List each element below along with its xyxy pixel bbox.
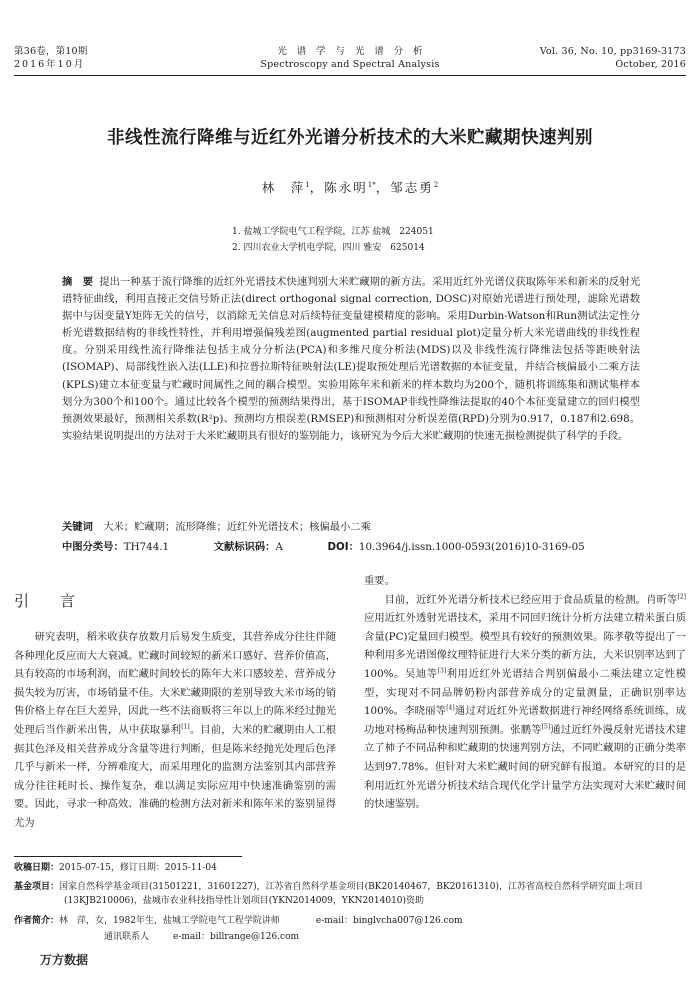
- citation: [3]: [437, 667, 447, 675]
- journal-date-cn: 2016年10月: [14, 59, 86, 70]
- affiliation: 2. 四川农业大学机电学院，四川 雅安 625014: [232, 243, 425, 253]
- author-affil-mark: 1: [305, 180, 310, 189]
- footnote-received: [14, 861, 686, 875]
- doi-label: DOI：: [327, 541, 359, 553]
- author-email[interactable]: e-mail：binglvcha007@126.com: [315, 916, 463, 926]
- abstract: [62, 274, 640, 445]
- keywords-label: 关键词: [62, 521, 93, 533]
- intro-left-column: [14, 628, 336, 833]
- citation: [4]: [446, 704, 455, 712]
- author-name: 陈永明: [324, 180, 368, 195]
- clc-label: 中图分类号：: [62, 541, 124, 553]
- intro-text: 目前，近红外光谱分析技术已经应用于食品质量的检测。肖昕等: [384, 593, 678, 606]
- received-label: 收稿日期：: [14, 863, 60, 873]
- author-bio-label: 作者简介：: [14, 916, 60, 926]
- wanfang-watermark: 万方数据: [40, 953, 89, 967]
- intro-text: 。目前，大米的贮藏期由人工根据其色泽及相关营养成分含量等进行判断，但是陈米经抛光处理后色泽几乎与新米一样，分辨难度大，而采用理化的监测方法鉴别其内部营养成分往往耗时长、操作复杂，难以满足实际应用中快速准确鉴别的需要。因此，寻求一种高效、准确的检测方法对新米和陈年米的鉴别显得尤为: [14, 723, 337, 829]
- author-list: 林 萍$^1$，陈永明$^{1*}$，邹志勇$^2$: [261, 180, 439, 195]
- keywords: [62, 518, 371, 533]
- author-affil-mark: 1*: [367, 180, 376, 189]
- author-bio-value: 林 萍，女，1982年生，盐城工学院电气工程学院讲师: [59, 916, 280, 926]
- intro-text: 研究表明，稻米收获存放数月后易发生质变，其营养成分往往伴随各种理化反应而大大衰减。贮藏时间较短的新米口感好、营养价值高，具有较高的市场利润，而贮藏时间较长的陈年大米口感较差、营养成分损失较为厉害，市场销量不佳。大米贮藏期限的差别导致大米市场的销售价格上存在巨大差异，因此一些不法商贩将三年以上的陈米经过抛光处理后当作新米出售，从中获取暴利: [14, 631, 336, 736]
- header-rule: [14, 75, 686, 76]
- intro-text: 应用近红外透射光谱技术，采用不同回归统计分析方法建立精米蛋白质含量(PC)定量回归模型。模型具有较好的预测效果。陈孝敬等提出了一种利用多光谱图像纹理特征进行大米分类的新方法，大米识别率达到了100%。吴迪等: [364, 612, 686, 680]
- classification-line: [62, 538, 585, 553]
- keywords-text: 大米；贮藏期；流形降维；近红外光谱技术；核偏最小二乘: [103, 521, 371, 533]
- intro-paragraph: 重要。: [364, 575, 395, 587]
- paper-title: 非线性流行降维与近红外光谱分析技术的大米贮藏期快速判别: [107, 128, 593, 148]
- footnote-corresponding: [104, 930, 299, 944]
- doc-code-value: A: [275, 541, 283, 553]
- intro-text: 通过近红外漫反射光谱技术建立了柿子不同品种和贮藏期的快速判别方法，不同贮藏期的正确分类率达到97.78%。但针对大米贮藏时间的研究鲜有报道。本研究的目的是利用近红外光谱分析技术结合现代化学计量学方法实现对大米贮藏时间的快速鉴别。: [364, 723, 687, 811]
- citation: [5]: [541, 723, 551, 731]
- intro-text: 利用近红外光谱结合判别偏最小二乘法建立定性模型，实现对不同品牌奶粉内部营养成分的定量测量，正确识别率达100%。李晓丽等: [364, 667, 687, 718]
- footnote-author: [14, 914, 686, 928]
- affiliation: 1. 盐城工学院电气工程学院，江苏 盐城 224051: [232, 227, 434, 237]
- abstract-text: 提出一种基于流行降维的近红外光谱技术快速判别大米贮藏期的新方法。采用近红外光谱仪获取陈年米和新米的反射光谱特征曲线，利用直接正交信号矫正法(direct orthogonal signal correction, DOSC)对原始光谱进行预处理，滤除光谱数据中与因变量Y矩阵无关的信号，以消除无关信息对后续特征变量建模精度的影响。采用Durbin-Watson和Run测试法定性分析光谱数据结构的非线性特性，并利用增强偏残差图(augmented partial residual plot)定量分析大米光谱曲线的非线性程度。分别采用线性流行降维法包括主成分分析法(PCA)和多维尺度分析法(MDS)以及非线性流行降维法包括等距映射法(ISOMAP)、局部线性嵌入法(LLE)和拉普拉斯特征映射法(LE)提取预处理后光谱数据的本征变量，并结合核偏最小二乘方法(KPLS)建立本征变量与贮藏时间属性之间的耦合模型。实验用陈年米和新米的样本数均为200个，随机将训练集和测试集样本划分为300个和100个。通过比较各个模型的预测结果得出，基于ISOMAP非线性降维法提取的40个本征变量建立的回归模型预测效果最好，预测相关系数(R²p)、预测均方根误差(RMSEP)和预测相对分析误差值(RPD)分别为0.917，0.187和2.698。实验结果说明提出的方法对于大米贮藏期具有很好的鉴别能力，该研究为今后大米贮藏期的快速无损检测提供了科学的手段。: [62, 276, 641, 442]
- clc-value: TH744.1: [123, 541, 170, 553]
- citation: [2]: [677, 593, 686, 601]
- abstract-label: 摘 要: [62, 276, 94, 288]
- author-affil-mark: 2: [433, 180, 439, 189]
- journal-volume-en: Vol. 36, No. 10, pp3169-3173: [539, 46, 686, 57]
- doi-value: 10.3964/j.issn.1000-0593(2016)10-3169-05: [358, 541, 585, 553]
- section-title-introduction: 引 言: [14, 592, 84, 610]
- intro-right-column: [364, 572, 686, 814]
- footnote-fund: [14, 880, 686, 908]
- citation: [1]: [181, 723, 190, 731]
- intro-text: 通过对近红外光谱数据进行神经网络系统训练，成功地对杨梅品种快速判别预测。张鹏等: [364, 705, 687, 736]
- journal-volume-issue: 第36卷，第10期: [14, 46, 88, 57]
- author-name: 林 萍: [261, 180, 306, 195]
- journal-name-en: Spectroscopy and Spectral Analysis: [260, 59, 440, 70]
- corresponding-label: 通讯联系人: [104, 932, 150, 942]
- journal-name-cn: 光 谱 学 与 光 谱 分 析: [277, 46, 423, 57]
- fund-label: 基金项目：: [14, 882, 60, 892]
- footnote-rule: [14, 856, 242, 857]
- intro-paragraph: [14, 628, 336, 833]
- intro-paragraph: [364, 591, 686, 814]
- fund-value: 国家自然科学基金项目(31501221，31601227)，江苏省自然科学基金项目(BK20140467，BK20161310)，江苏省高校自然科学研究面上项目(13KJB210006)，盐城市农业科技指导性计划项目(YKN2014009，YKN2014010)资助: [59, 882, 643, 906]
- doc-code-label: 文献标识码：: [213, 541, 276, 553]
- author-name: 邹志勇: [390, 180, 434, 195]
- corresponding-email[interactable]: e-mail：billrange@126.com: [173, 932, 300, 942]
- received-value: 2015-07-15，修订日期：2015-11-04: [59, 863, 217, 873]
- journal-date-en: October, 2016: [615, 59, 686, 70]
